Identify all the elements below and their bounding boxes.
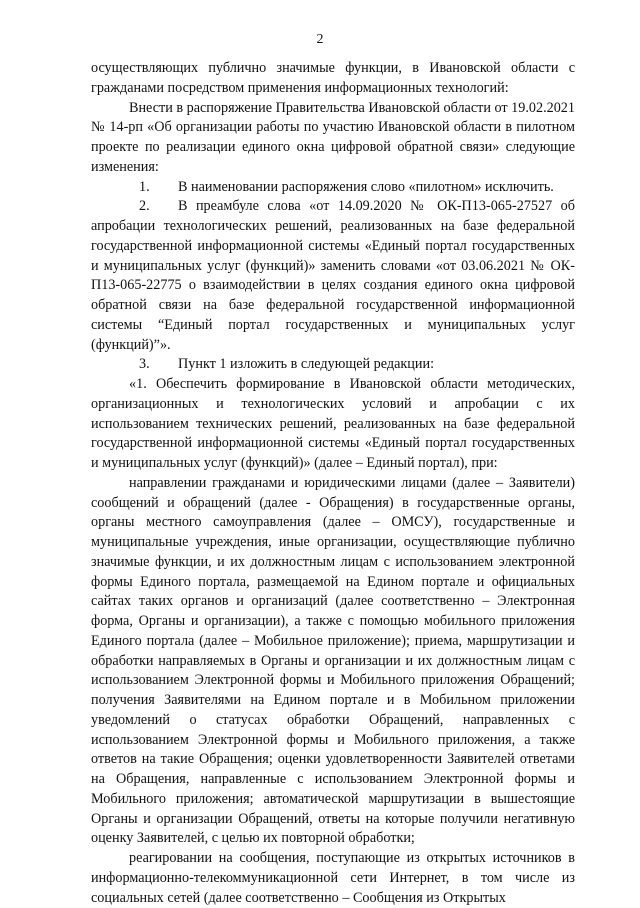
paragraph-subpoint-appeals: направлении гражданами и юридическими лицами (далее – Заявители) сообщений и обращений (далее - Обращения) в государственные органы, органы местного самоуправления (далее – ОМСУ), государственные и муниципальные учреждения, иные организации, осуществляющие публично значимые функции, и их должностным лицам с использованием электронной формы Единого портала, размещаемой на Едином портале и официальных сайтах таких органов и организаций (далее соответственно – Электронная форма, Органы и организации), а также с помощью мобильного приложения Единого портала (далее – Мобильное приложение); приема, маршрутизации и обработки направляемых в Органы и организации и их должностным лицам с использованием Электронной формы и Мобильного приложения Обращений; получения Заявителями на Едином портале и в Мобильном приложении уведомлений о статусах обработки Обращений, направленных с использованием Электронной формы и Мобильного приложения, а также ответов на такие Обращения; оценки удовлетворенности Заявителей ответами на Обращения, направленные с использованием Электронной формы и Мобильного приложения; автоматической маршрутизации в вышестоящие Органы и организации Обращений, ответы на которые получили негативную оценку Заявителей, с целью их повторной обработки; bbox=[91, 474, 575, 847]
document-body bbox=[91, 59, 575, 908]
paragraph-item-2: 2. В преамбуле слова «от 14.09.2020 № ОК-П13-065-27527 об апробации технологических решений, реализованных на базе федеральной государственной информационной системы «Единый портал государственных и муниципальных услуг (функций)» заменить словами «от 03.06.2021 № ОК-П13-065-22775 о взаимодействии в целях создания единого окна цифровой обратной связи на базе федеральной государственной информационной системы “Единый портал государственных и муниципальных услуг (функций)”». bbox=[91, 198, 575, 353]
page-number: 2 bbox=[316, 32, 324, 47]
paragraph-point-1: «1. Обеспечить формирование в Ивановской области методических, организационных и технологических условий и апробации с их использованием технических решений, реализованных на базе федеральной государственной информационной системы «Единый портал государственных и муниципальных услуг (функций)» (далее – Единый портал), при: bbox=[91, 376, 575, 471]
paragraph-item-3: 3. Пункт 1 изложить в следующей редакции: bbox=[139, 356, 435, 373]
paragraph-subpoint-messages: реагировании на сообщения, поступающие из открытых источников в информационно-телекоммуникационной сети Интернет, в том числе из социальных сетей (далее соответственно – Сообщения из Открытых bbox=[91, 850, 575, 906]
paragraph-continuation: осуществляющих публично значимые функции, в Ивановской области с гражданами посредством применения информационных технологий: bbox=[91, 60, 575, 96]
paragraph-item-1: 1. В наименовании распоряжения слово «пилотном» исключить. bbox=[139, 178, 554, 195]
paragraph-amendment-intro: Внести в распоряжение Правительства Ивановской области от 19.02.2021 № 14-рп «Об организации работы по участию Ивановской области в пилотном проекте по реализации единого окна цифровой обратной связи» следующие изменения: bbox=[91, 99, 575, 175]
